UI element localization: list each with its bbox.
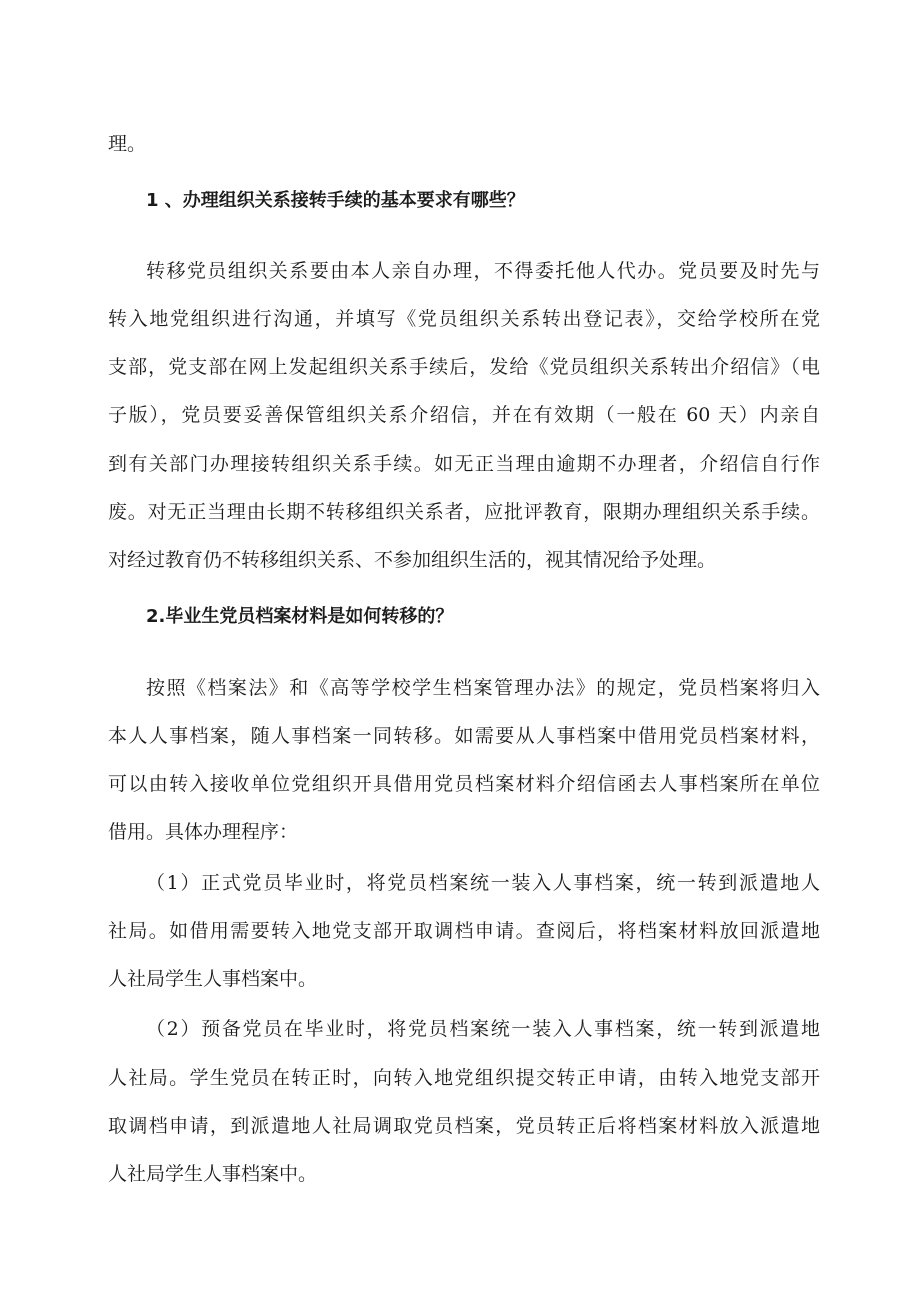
section1-heading: 1 、办理组织关系接转手续的基本要求有哪些？ bbox=[146, 190, 525, 211]
paragraph-line: 取调档申请，到派遣地人社局调取党员档案，党员转正后将档案材料放入派遣地 bbox=[108, 1115, 820, 1137]
paragraph-line: 本人人事档案，随人事档案一同转移。如需要从人事档案中借用党员档案材料， bbox=[108, 725, 820, 747]
paragraph-line: 借用。具体办理程序： bbox=[108, 821, 299, 843]
paragraph-line: 按照《档案法》和《高等学校学生档案管理办法》的规定，党员档案将归入 bbox=[146, 677, 820, 699]
section2-heading: 2.毕业生党员档案材料是如何转移的？ bbox=[146, 606, 454, 627]
paragraph-line: 子版），党员要妥善保管组织关系介绍信，并在有效期（一般在 60 天）内亲自 bbox=[108, 404, 820, 426]
paragraph-line: （2）预备党员在毕业时，将党员档案统一装入人事档案，统一转到派遣地 bbox=[146, 1018, 820, 1040]
paragraph-line: 废。对无正当理由长期不转移组织关系者，应批评教育，限期办理组织关系手续。 bbox=[108, 501, 820, 523]
paragraph-line: 人社局学生人事档案中。 bbox=[108, 968, 318, 990]
paragraph-line: 对经过教育仍不转移组织关系、不参加组织生活的，视其情况给予处理。 bbox=[108, 549, 717, 571]
paragraph-line: 社局。如借用需要转入地党支部开取调档申请。查阅后，将档案材料放回派遣地 bbox=[108, 920, 820, 942]
paragraph-line: 支部，党支部在网上发起组织关系手续后，发给《党员组织关系转出介绍信》（电 bbox=[108, 356, 820, 378]
paragraph-line: 到有关部门办理接转组织关系手续。如无正当理由逾期不办理者，介绍信自行作 bbox=[108, 453, 820, 475]
paragraph-line: 可以由转入接收单位党组织开具借用党员档案材料介绍信函去人事档案所在单位 bbox=[108, 773, 820, 795]
paragraph-line: 转入地党组织进行沟通，并填写《党员组织关系转出登记表》，交给学校所在党 bbox=[108, 308, 820, 330]
paragraph-line: （1）正式党员毕业时，将党员档案统一装入人事档案，统一转到派遣地人 bbox=[146, 872, 820, 894]
paragraph-line: 转移党员组织关系要由本人亲自办理，不得委托他人代办。党员要及时先与 bbox=[146, 260, 820, 282]
paragraph-line: 人社局学生人事档案中。 bbox=[108, 1163, 318, 1185]
paragraph-line: 人社局。学生党员在转正时，向转入地党组织提交转正申请，由转入地党支部开 bbox=[108, 1067, 820, 1089]
intro-tail-text: 理。 bbox=[108, 133, 147, 155]
